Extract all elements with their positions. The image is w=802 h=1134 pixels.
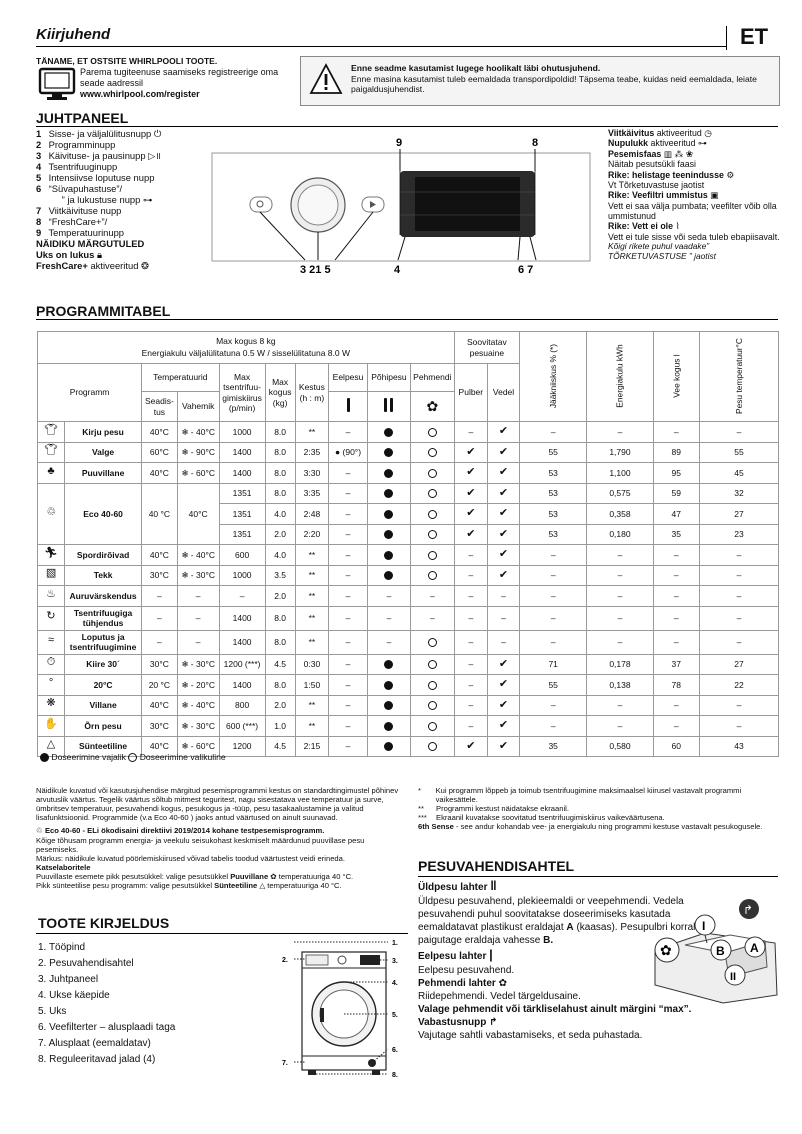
cotton-icon: ✿ [270, 871, 277, 881]
callout-label: 3 21 5 [300, 264, 331, 276]
check-icon: ✔ [498, 486, 509, 499]
optional-ring-icon [428, 489, 437, 498]
energy-header: Energiakulu väljalülitatuna 0.5 W / sisselülitatuna 8.0 W [141, 347, 350, 358]
indicators-title: NÄIDIKU MÄRGUTULED [36, 238, 145, 249]
optional-ring-icon [428, 428, 437, 437]
check-icon: ✔ [498, 678, 509, 691]
program-name: Villane [65, 695, 142, 716]
required-dot-icon [384, 722, 393, 731]
recommended-header: Soovitatav pesuaine [454, 332, 519, 364]
col-energy: Energiakulu kWh [614, 344, 625, 409]
col-liquid: Vedel [488, 364, 520, 422]
check-icon: ✔ [466, 466, 476, 479]
optional-ring-icon [428, 469, 437, 478]
table-row: ♨ Auruvärskendus – – – 2.0 ** – – – – – – – – – [38, 586, 779, 607]
check-icon: ✔ [498, 466, 509, 479]
table-row: ♣ Puuvillane 40°C ❄ - 60°C 1400 8.0 3:30 – ✔ ✔ 53 1,100 95 45 [38, 463, 779, 484]
list-item: Viitkäivitus aktiveeritud ◷ [608, 128, 712, 138]
program-name: Kiire 30´ [65, 654, 142, 675]
check-icon: ✔ [498, 719, 509, 732]
check-icon: ✔ [498, 698, 509, 711]
col-temperatures: Temperatuurid [142, 364, 220, 392]
program-icon: ↻ [46, 610, 56, 622]
program-icon: ♨ [46, 587, 56, 600]
table-row: ⏱ Kiire 30´ 30°C ❄ - 30°C 1200 (***) 4.5 0:30 – – ✔ 71 0,178 37 27 [38, 654, 779, 675]
check-icon: ✔ [498, 425, 509, 438]
svg-text:↱: ↱ [743, 903, 754, 917]
program-name: Sünteetiline [65, 736, 142, 757]
required-dot-icon [384, 489, 393, 498]
required-dot-icon [384, 551, 393, 560]
program-name: Eco 40-60 [65, 483, 142, 545]
required-dot-icon [384, 681, 393, 690]
required-dot-icon [384, 660, 393, 669]
product-title: TOOTE KIRJELDUS [38, 915, 170, 931]
key-icon: ⊶ [697, 138, 707, 149]
required-dot-icon [384, 571, 393, 580]
registration-url[interactable]: www.whirlpool.com/register [80, 88, 200, 99]
program-name: Puuvillane [65, 463, 142, 484]
optional-ring-icon [428, 660, 437, 669]
table-row: 1351 4.0 2:48 – ✔ ✔ 53 0,358 47 27 [38, 504, 779, 525]
list-item: FreshCare+ aktiveeritud ❂ [36, 260, 149, 271]
key-icon: ⊶ [142, 194, 153, 205]
col-setting: Seadis-tus [142, 392, 178, 422]
col-prewash: Eelpesu [329, 364, 368, 392]
table-row: 🏃︎ Spordirõivad 40°C ❄ - 40°C 600 4.0 ** – – ✔ – – – – [38, 545, 779, 566]
list-item: Vt Tõrketuvastuse jaotist [608, 179, 705, 190]
list-item: 5 Intensiivse loputuse nupp [36, 172, 155, 183]
control-panel-title: JUHTPANEEL [36, 110, 129, 126]
check-icon: ✔ [498, 548, 509, 561]
list-item: 2 Programminupp [36, 139, 116, 150]
check-icon: ✔ [466, 507, 476, 520]
check-icon: ✔ [466, 445, 476, 458]
svg-text:7.: 7. [282, 1060, 288, 1067]
optional-ring-icon [428, 551, 437, 560]
program-icon: △ [46, 738, 56, 751]
table-row: ↻ Tsentrifuugiga tühjendus – – 1400 8.0 ** – – – – – – – – – [38, 606, 779, 630]
product-parts-list [38, 940, 175, 1068]
synthetic-icon: △ [259, 881, 266, 891]
notes-left: Näidikule kuvatud või kasutusjuhendise märgitud pesemisprogrammi kestus on standardtingimustel põhinev arvutuslik väärtus. Tegelik väärtus sõltub mitmest teguritest, nagu sisestatava vee temperatuur ja surve, ümbritsev temperatuur, pesuvahendi kogus, pesukogus ja -tüüp, pesu tasakaalustamine ja valitud lisafunktsioonid. Programmide (v.a Eco 40-60 ) jaoks antud väärtused on ainult suunavad. ♲ Eco 40-60 - ELi ökodisaini direktiivi 2019/2014 kohane testpesemisprogramm. Kõige tõhusam programm energia- ja veekulu seisukohast keskmiselt määrdunud puuvillase pesu pesemiseks. Märkus: näidikule kuvatud pöörlemiskiirused võivad tabelis toodud väärtustest veidi erineda. Katselaboritele Puuvillaste esemete pikk pesutsükkel: valige pesutsükkel Puuvillane ✿ temperatuuriga 40 °C. Pikk sünteetilise pesu programm: valige pesutsükkel Sünteetiline △ temperatuuriga 40 °C. [36, 786, 399, 891]
warning-triangle-icon [309, 63, 343, 95]
program-icon: 🏃︎ [44, 546, 59, 559]
optional-ring-icon [428, 701, 437, 710]
svg-text:6.: 6. [392, 1047, 398, 1054]
check-icon: ✔ [498, 568, 509, 581]
required-dot-icon [384, 530, 393, 539]
col-water: Vee kogus l [671, 354, 682, 399]
program-icon: ✋ [44, 717, 58, 730]
list-item: Rike: Vett ei ole ⌇ [608, 221, 680, 232]
optional-ring-icon [428, 742, 437, 751]
svg-text:3.: 3. [392, 958, 398, 965]
check-icon: ✔ [466, 486, 476, 499]
check-icon: ✔ [498, 507, 509, 520]
program-name: Spordirõivad [65, 545, 142, 566]
optional-ring-icon [128, 753, 137, 762]
program-icon: 👕︎ [44, 423, 59, 436]
power-icon: ⏻ [153, 128, 162, 139]
program-name: Valge [65, 442, 142, 463]
list-item: ” ja lukustuse nupp ⊶ [61, 194, 153, 205]
program-icon: ° [48, 676, 54, 689]
list-item: 2. Pesuvahendisahtel [38, 958, 134, 969]
table-row: 👕︎ Kirju pesu 40°C ❄ - 40°C 1000 8.0 ** – – ✔ – – – – [38, 422, 779, 443]
svg-text:5.: 5. [392, 1012, 398, 1019]
check-icon: ✔ [498, 657, 509, 670]
list-item: Vett ei tule sisse või seda tuleb ebapiisavalt. [608, 231, 780, 242]
softener-flower-icon: ✿ [498, 977, 507, 989]
table-row: ✋ Õrn pesu 30°C ❄ - 30°C 600 (***) 1.0 ** – – ✔ – – – – [38, 716, 779, 737]
svg-text:8.: 8. [392, 1072, 398, 1079]
svg-text:4.: 4. [392, 980, 398, 987]
col-powder: Pulber [454, 364, 487, 422]
required-dot-icon [40, 753, 49, 762]
required-dot-icon [384, 469, 393, 478]
callout-label: 6 7 [518, 264, 534, 276]
list-item: 4. Ukse käepide [38, 990, 110, 1001]
thanks-title: TÄNAME, ET OSTSITE WHIRLPOOLI TOOTE. [36, 56, 218, 66]
language-code: ET [740, 24, 769, 49]
optional-ring-icon [428, 530, 437, 539]
col-load: Max kogus (kg) [265, 364, 295, 422]
optional-ring-icon [428, 681, 437, 690]
release-arrow-icon: ↱ [489, 1016, 498, 1028]
table-row: ❋ Villane 40°C ❄ - 40°C 800 2.0 ** – – ✔ – – – – [38, 695, 779, 716]
program-table [37, 331, 779, 757]
svg-text:B: B [716, 944, 725, 958]
registration-text [80, 67, 285, 99]
table-row: ≈ Loputus ja tsentrifuugimine – – 1400 8.0 ** – – – – – – – – [38, 630, 779, 654]
program-icon: ▧ [45, 567, 57, 580]
col-moisture: Jääkniiskus % (*) [548, 344, 559, 409]
list-item: 1. Tööpind [38, 942, 86, 953]
program-icon: 👕︎ [44, 444, 59, 457]
list-item: 8 “FreshCare+”/ [36, 216, 108, 227]
list-item: 3 Käivituse- ja pausinupp ▷॥ [36, 150, 161, 161]
table-row: ♲ Eco 40-60 40 °C 40°C 1351 8.0 3:35 – ✔ ✔ 53 0,575 59 32 [38, 483, 779, 504]
col-range: Vahemik [177, 392, 219, 422]
list-item: 7 Viitkäivituse nupp [36, 205, 122, 216]
drawer-title: PESUVAHENDISAHTEL [418, 858, 575, 874]
safety-warning-box [300, 56, 780, 106]
program-name: Tekk [65, 565, 142, 586]
list-item: Nupulukk aktiveeritud ⊶ [608, 138, 707, 149]
drawer-rule [418, 876, 778, 877]
no-water-icon: ⌇ [675, 221, 680, 232]
check-icon: ✔ [498, 445, 509, 458]
col-spin: Max tsentrifuu-gimiskiirus (p/min) [219, 364, 265, 422]
callout-label: 8 [532, 137, 539, 149]
control-panel-diagram [200, 135, 600, 280]
callout-label: 9 [396, 137, 403, 149]
wash-phase-icons: ▥ ⁂ ❀ [663, 148, 694, 159]
service-icon: ⚙ [726, 169, 735, 180]
freshcare-icon: ❂ [141, 260, 149, 271]
required-dot-icon [384, 742, 393, 751]
header-rule [36, 46, 726, 47]
col-mainwash: Põhipesu [367, 364, 410, 392]
list-item: 4 Tsentrifuuginupp [36, 161, 118, 172]
optional-ring-icon [428, 638, 437, 647]
col-softener: Pehmendi [410, 364, 454, 392]
compartment-ii-icon [384, 398, 387, 412]
filter-icon: ▣ [710, 190, 719, 201]
indicator-descriptions [608, 128, 788, 262]
compartment-ii-icon: ‖ [490, 878, 497, 893]
program-table-title: PROGRAMMITABEL [36, 303, 171, 319]
list-item: 6. Veefilterter – alusplaadi taga [38, 1022, 176, 1033]
required-dot-icon [384, 428, 393, 437]
list-item: Uks on lukus 🔒︎ [36, 249, 102, 260]
washing-machine-diagram [280, 934, 410, 1084]
check-icon: ✔ [498, 739, 509, 752]
svg-text:II: II [730, 971, 737, 983]
table-row: 1351 2.0 2:20 – ✔ ✔ 53 0,180 35 23 [38, 524, 779, 545]
svg-text:✿: ✿ [660, 943, 672, 959]
program-icon: ≈ [48, 634, 55, 646]
optional-ring-icon [428, 722, 437, 731]
program-icon: ❋ [46, 697, 56, 710]
warning-text: Enne masina kasutamist tuleb eemaldada transpordipoldid! Täpsema teabe, kuidas neid eemaldada, leiate paigaldusjuhendist. [351, 73, 757, 95]
detergent-drawer-diagram [645, 895, 785, 1005]
list-item: 6 “Süvapuhastuse”/ [36, 183, 123, 194]
table-row: △ Sünteetiline 40°C ❄ - 60°C 1200 4.5 2:15 – ✔ ✔ 35 0,580 60 43 [38, 736, 779, 757]
clock-icon: ◷ [704, 128, 712, 138]
program-name: Kirju pesu [65, 422, 142, 443]
required-dot-icon [384, 448, 393, 457]
drawer-description: Üldpesu lahter ‖ Üldpesu pesuvahend, plekieemaldi or veepehmendi. Vedela pesuvahendi puhul soovitatakse doseerimiseks kasutada eemaldatavat plastikust eraldajat A (kaasas). Pesupulbri korral paigutage eraldaja vahesse B. Eelpesu lahter | Eelpesu pesuvahend. Pehmendi lahter ✿ Riidepehmendi. Vedel tärgeldusaine. Valage pehmendit või tärkliselahust ainult märgini “max”. Vabastusnupp ↱ Vajutage sahtli vabastamiseks, et seda puhastada. [418, 878, 696, 1041]
eco-icon: ♲ [36, 826, 43, 836]
list-item: Näitab pesutsükli faasi [608, 159, 697, 170]
list-item: 3. Juhtpaneel [38, 974, 99, 985]
program-icon: ⏱ [46, 656, 56, 669]
optional-ring-icon [428, 571, 437, 580]
list-item: 8. Reguleeritavad jalad (4) [38, 1054, 156, 1065]
monitor-icon [38, 67, 76, 101]
optional-ring-icon [428, 448, 437, 457]
registration-description: Parema tugiteenuse saamiseks registreerige oma seade aadressil [80, 67, 279, 88]
table-row: ° 20°C 20 °C ❄ - 20°C 1400 8.0 1:50 – – ✔ 55 0,138 78 22 [38, 675, 779, 696]
list-item: 5. Uks [38, 1006, 67, 1017]
callout-label: 4 [394, 264, 401, 276]
svg-text:1.: 1. [392, 940, 398, 947]
program-name: Õrn pesu [65, 716, 142, 737]
softener-flower-icon: ✿ [426, 398, 439, 415]
check-icon: ✔ [466, 527, 476, 540]
compartment-i-icon: | [489, 946, 493, 962]
required-dot-icon [384, 701, 393, 710]
program-name: Tsentrifuugiga tühjendus [65, 606, 142, 630]
list-item: Pesemisfaas ▥ ⁂ ❀ [608, 148, 694, 159]
warning-title: Enne seadme kasutamist lugege hoolikalt läbi ohutusjuhend. [351, 63, 601, 73]
compartment-i-icon [347, 398, 350, 412]
table-row: 👕︎ Valge 60°C ❄ - 90°C 1400 8.0 2:35 ● (90°) ✔ ✔ 55 1,790 89 55 [38, 442, 779, 463]
col-duration: Kestus (h : m) [295, 364, 328, 422]
program-icon: ♣ [47, 464, 55, 477]
optional-ring-icon [428, 510, 437, 519]
list-item: 1 Sisse- ja väljalülitusnupp ⏻ [36, 128, 162, 139]
play-pause-icon: ▷॥ [148, 150, 161, 161]
program-name: Auruvärskendus [65, 586, 142, 607]
notes-right: * Kui programm lõppeb ja toimub tsentrifuugimine maksimaalsel kiirusel vastavalt programmi vaikesättele. ** Programmi kestust näidatakse ekraanil. *** Ekraanil kuvatakse soovitatud tsentrifuugimiskiirus vaikeväärtusena. 6th Sense - see andur kohandab vee- ja energiakulu ning programmi kestuse vastavalt pesukogusele. [418, 786, 763, 832]
guide-title: Kiirjuhend [36, 26, 111, 43]
program-icon: ♲ [46, 505, 56, 518]
header-separator [726, 26, 727, 50]
control-panel-rule [36, 126, 778, 127]
col-temperature: Pesu temperatuur°C [733, 338, 744, 415]
list-item: Vett ei saa välja pumbata; veefilter võib olla ummistunud [608, 200, 777, 221]
check-icon: ✔ [466, 739, 476, 752]
list-item: 7. Alusplaat (eemaldatav) [38, 1038, 151, 1049]
svg-text:I: I [702, 919, 706, 933]
col-program: Programm [38, 364, 142, 422]
table-row: ▧ Tekk 30°C ❄ - 30°C 1000 3.5 ** – – ✔ – – – – [38, 565, 779, 586]
required-dot-icon [384, 510, 393, 519]
list-item: Rike: Veefiltri ummistus ▣ [608, 190, 719, 201]
lock-icon: 🔒︎ [96, 249, 102, 260]
program-name: 20°C [65, 675, 142, 696]
max-load-header: Max kogus 8 kg [216, 336, 276, 347]
svg-text:A: A [750, 941, 759, 955]
svg-text:2.: 2. [282, 957, 288, 964]
error-note: Kõigi rikete puhul vaadake” TÕRKETUVASTUSE ” jaotist [608, 241, 716, 262]
list-item: 9 Temperatuurinupp [36, 227, 125, 238]
program-table-rule [36, 319, 778, 320]
check-icon: ✔ [498, 527, 509, 540]
program-name: Loputus ja tsentrifuugimine [65, 630, 142, 654]
dosing-legend: Doseerimine vajalik Doseerimine valikuline [40, 752, 226, 762]
list-item: Rike: helistage teenindusse ⚙ [608, 169, 735, 180]
